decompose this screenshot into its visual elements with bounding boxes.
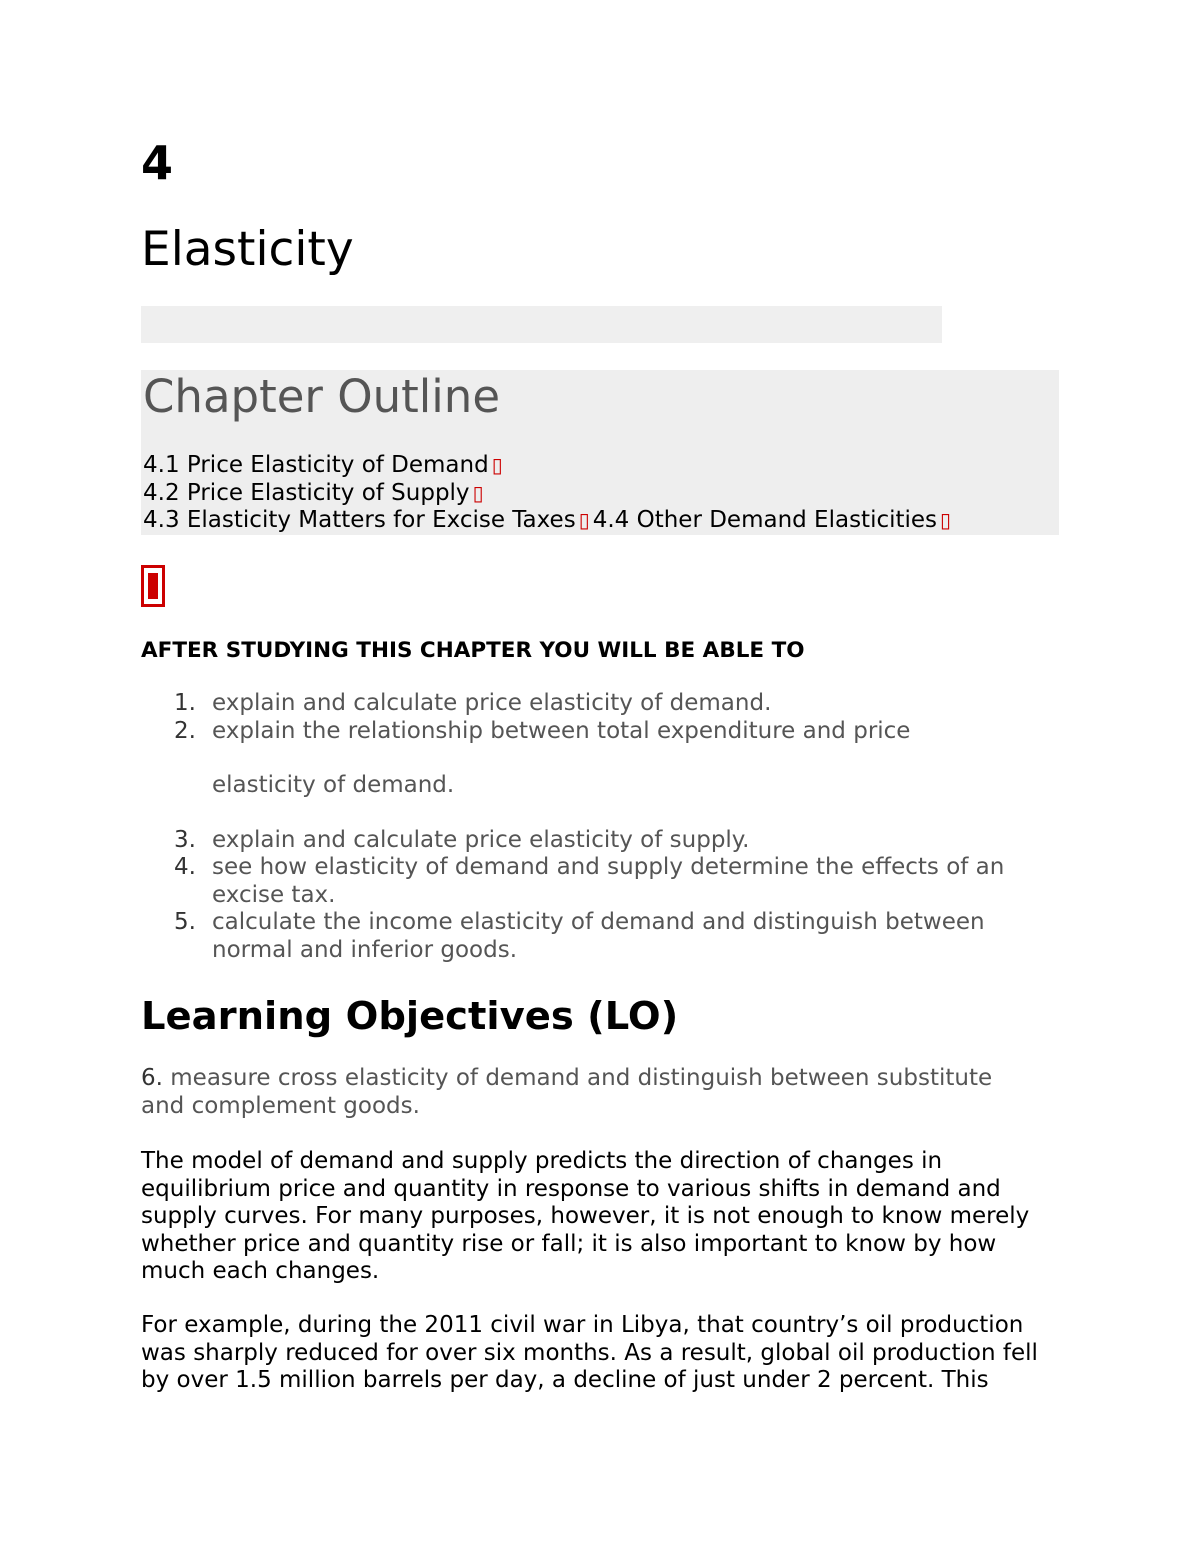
- missing-glyph-icon[interactable]: ▯: [491, 453, 503, 477]
- outline-item-4-4[interactable]: 4.4 Other Demand Elasticities: [592, 507, 938, 533]
- after-studying-heading: AFTER STUDYING THIS CHAPTER YOU WILL BE ABLE TO: [141, 638, 805, 663]
- chapter-title: Elasticity: [141, 222, 354, 277]
- item-text: see how elasticity of demand and supply determine the effects of an excise tax.: [212, 854, 1005, 908]
- learning-objectives-heading: Learning Objectives (LO): [141, 994, 679, 1039]
- chapter-badge-icon: [141, 565, 165, 607]
- item-text: calculate the income elasticity of demand and distinguish between normal and inferior goods.: [212, 909, 985, 963]
- item-number: 4.: [174, 854, 196, 880]
- missing-glyph-icon[interactable]: ▯: [940, 508, 952, 532]
- outline-line-2: [143, 480, 954, 508]
- item-continuation: elasticity of demand.: [212, 772, 455, 798]
- list-item: [141, 827, 1051, 855]
- outline-item-4-1[interactable]: 4.1 Price Elasticity of Demand: [143, 452, 489, 478]
- outline-item-4-2[interactable]: 4.2 Price Elasticity of Supply: [143, 479, 470, 506]
- missing-glyph-icon[interactable]: ▯: [472, 480, 484, 505]
- objective-6: [141, 1065, 1041, 1120]
- item-text: explain the relationship between total expenditure and price: [212, 717, 911, 744]
- outline-heading: Chapter Outline: [143, 370, 501, 423]
- list-item: [141, 854, 1051, 909]
- body-paragraph-2: For example, during the 2011 civil war in Libya, that country’s oil production was sharply reduced for over six months. As a result, global oil production fell by over 1.5 million barrels per day, a decline of just under 2 percent. This: [141, 1312, 1038, 1393]
- item-number: 2.: [174, 717, 196, 744]
- item-text: explain and calculate price elasticity of supply.: [212, 826, 750, 853]
- chapter-number: 4: [141, 136, 174, 190]
- item-number: 1.: [174, 690, 196, 716]
- outline-item-4-3[interactable]: 4.3 Elasticity Matters for Excise Taxes: [143, 507, 576, 533]
- objectives-list: [141, 690, 1051, 964]
- list-item: [141, 909, 1051, 964]
- list-item: [141, 718, 1051, 800]
- item-number: 5.: [174, 909, 196, 935]
- missing-glyph-icon[interactable]: ▯: [578, 508, 590, 532]
- item-text: measure cross elasticity of demand and distinguish between substitute and complement goods.: [141, 1065, 993, 1119]
- outline-list: [143, 452, 954, 535]
- outline-line-3: [143, 507, 954, 535]
- item-number: 3.: [174, 826, 196, 853]
- item-number: 6.: [141, 1065, 163, 1091]
- list-item: [141, 690, 1051, 718]
- chapter-outline-box: [141, 370, 1059, 535]
- outline-line-1: [143, 452, 954, 480]
- body-paragraph-1: The model of demand and supply predicts the direction of changes in equilibrium price and quantity in response to various shifts in demand and supply curves. For many purposes, however, it is not enough to know merely whether price and quantity rise or fall; it is also important to know by how much each changes.: [141, 1148, 1030, 1284]
- decorative-grey-bar: [141, 306, 942, 343]
- item-text: explain and calculate price elasticity of demand.: [212, 690, 772, 716]
